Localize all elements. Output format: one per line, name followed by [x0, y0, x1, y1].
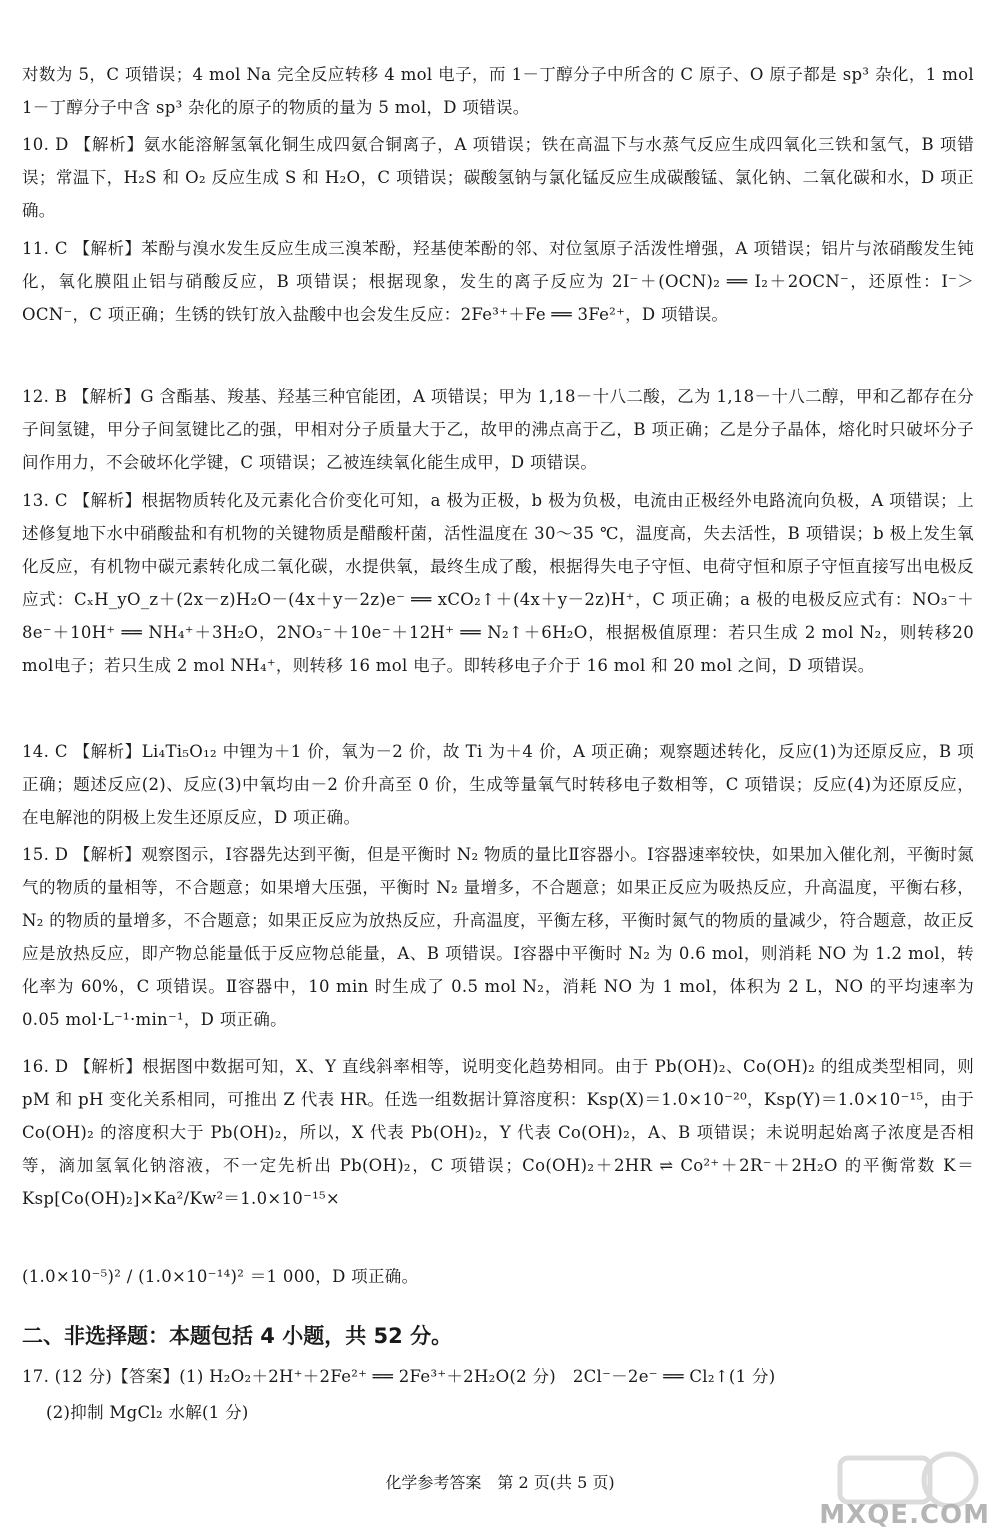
paragraph-q15: 15. D 【解析】观察图示，Ⅰ容器先达到平衡，但是平衡时 N₂ 物质的量比Ⅱ容器小。Ⅰ容器速率较快，如果加入催化剂，平衡时氮气的物质的量相等，不合题意；如果增大压强，平衡时 N₂ 量增多，不合题意；如果正反应为吸热反应，升高温度，平衡右移，N₂ 的物质的量增多，不合题意；如果正反应为放热反应，升高温度，平衡左移，平衡时氮气的物质的量减少，符合题意，故正反应是放热反应，即产物总能量低于反应物总能量，A、B 项错误。Ⅰ容器中平衡时 N₂ 为 0.6 mol，则消耗 NO 为 1.2 mol，转化率为 60%，C 项错误。Ⅱ容器中，10 min 时生成了 0.5 mol N₂，消耗 NO 为 1 mol，体积为 2 L，NO 的平均速率为 0.05 mol·L⁻¹·min⁻¹，D 项正确。: [22, 845, 974, 1029]
answer-q17-part2: (2)抑制 MgCl₂ 水解(1 分): [46, 1403, 249, 1422]
paragraph-q10: 10. D 【解析】氨水能溶解氢氧化铜生成四氨合铜离子，A 项错误；铁在高温下与水蒸气反应生成四氧化三铁和氢气，B 项错误；常温下，H₂S 和 O₂ 反应生成 S 和 H₂O，C 项错误；碳酸氢钠与氯化锰反应生成碳酸锰、氯化钠、二氧化碳和水，D 项正确。: [22, 135, 974, 220]
paragraph-continuation: 对数为 5，C 项错误；4 mol Na 完全反应转移 4 mol 电子，而 1－丁醇分子中所含的 C 原子、O 原子都是 sp³ 杂化，1 mol 1－丁醇分子中含 sp³ 杂化的原子的物质的量为 5 mol，D 项错误。: [22, 65, 974, 117]
paragraph-q16: 16. D 【解析】根据图中数据可知，X、Y 直线斜率相等，说明变化趋势相同。由于 Pb(OH)₂、Co(OH)₂ 的组成类型相同，则 pM 和 pH 变化关系相同，可推出 Z 代表 HR。任选一组数据计算溶度积：Ksp(X)＝1.0×10⁻²⁰，Ksp(Y)＝1.0×10⁻¹⁵，由于 Co(OH)₂ 的溶度积大于 Pb(OH)₂，所以，X 代表 Pb(OH)₂，Y 代表 Co(OH)₂，A、B 项错误；未说明起始离子浓度是否相等，滴加氢氧化钠溶液，不一定先析出 Pb(OH)₂，C 项错误；Co(OH)₂＋2HR ⇌ Co²⁺＋2R⁻＋2H₂O 的平衡常数 K＝Ksp[Co(OH)₂]×Ka²/Kw²＝1.0×10⁻¹⁵×: [22, 1057, 974, 1208]
paragraph-q13: 13. C 【解析】根据物质转化及元素化合价变化可知，a 极为正极，b 极为负极，电流由正极经外电路流向负极，A 项错误；上述修复地下水中硝酸盐和有机物的关键物质是醋酸杆菌，活性温度在 30～35 ℃，温度高，失去活性，B 项错误；b 极上发生氧化反应，有机物中碳元素转化成二氧化碳，水提供氧，最终生成了酸，根据得失电子守恒、电荷守恒和原子守恒直接写出电极反应式：CₓH_yO_z＋(2x－z)H₂O－(4x＋y－2z)e⁻ ══ xCO₂↑＋(4x＋y－2z)H⁺，C 项正确；a 极的电极反应式有：NO₃⁻＋8e⁻＋10H⁺ ══ NH₄⁺＋3H₂O，2NO₃⁻＋10e⁻＋12H⁺ ══ N₂↑＋6H₂O，根据极值原理：若只生成 2 mol N₂，则转移20 mol电子；若只生成 2 mol NH₄⁺，则转移 16 mol 电子。即转移电子介于 16 mol 和 20 mol 之间，D 项错误。: [22, 491, 974, 675]
watermark-text: MXQE.COM: [819, 1500, 990, 1530]
section-title: 二、非选择题：本题包括 4 小题，共 52 分。: [22, 1324, 453, 1348]
paragraph-q12: 12. B 【解析】G 含酯基、羧基、羟基三种官能团，A 项错误；甲为 1,18－十八二酸，乙为 1,18－十八二醇，甲和乙都存在分子间氢键，甲分子间氢键比乙的强，甲相对分子质量大于乙，故甲的沸点高于乙，B 项正确；乙是分子晶体，熔化时只破坏分子间作用力，不会破坏化学键，C 项错误；乙被连续氧化能生成甲，D 项错误。: [22, 387, 974, 472]
answer-q17-part1: 17. (12 分)【答案】(1) H₂O₂＋2H⁺＋2Fe²⁺ ══ 2Fe³⁺＋2H₂O(2 分) 2Cl⁻－2e⁻ ══ Cl₂↑(1 分): [22, 1367, 776, 1386]
paragraph-q14: 14. C 【解析】Li₄Ti₅O₁₂ 中锂为＋1 价，氧为－2 价，故 Ti 为＋4 价，A 项正确；观察题述转化，反应(1)为还原反应，B 项正确；题述反应(2)、反应(3)中氧均由－2 价升高至 0 价，生成等量氧气时转移电子数相等，C 项错误；反应(4)为还原反应，在电解池的阴极上发生还原反应，D 项正确。: [22, 742, 974, 827]
page-footer: 化学参考答案 第 2 页(共 5 页): [385, 1473, 615, 1492]
paragraph-q11: 11. C 【解析】苯酚与溴水发生反应生成三溴苯酚，羟基使苯酚的邻、对位氢原子活泼性增强，A 项错误；铝片与浓硝酸发生钝化，氧化膜阻止铝与硝酸反应，B 项错误；根据现象，发生的离子反应为 2I⁻＋(OCN)₂ ══ I₂＋2OCN⁻，还原性：I⁻＞OCN⁻，C 项正确；生锈的铁钉放入盐酸中也会发生反应：2Fe³⁺＋Fe ══ 3Fe²⁺，D 项错误。: [22, 239, 974, 324]
paragraph-q16-fraction: (1.0×10⁻⁵)² / (1.0×10⁻¹⁴)² ＝1 000，D 项正确。: [22, 1267, 419, 1286]
